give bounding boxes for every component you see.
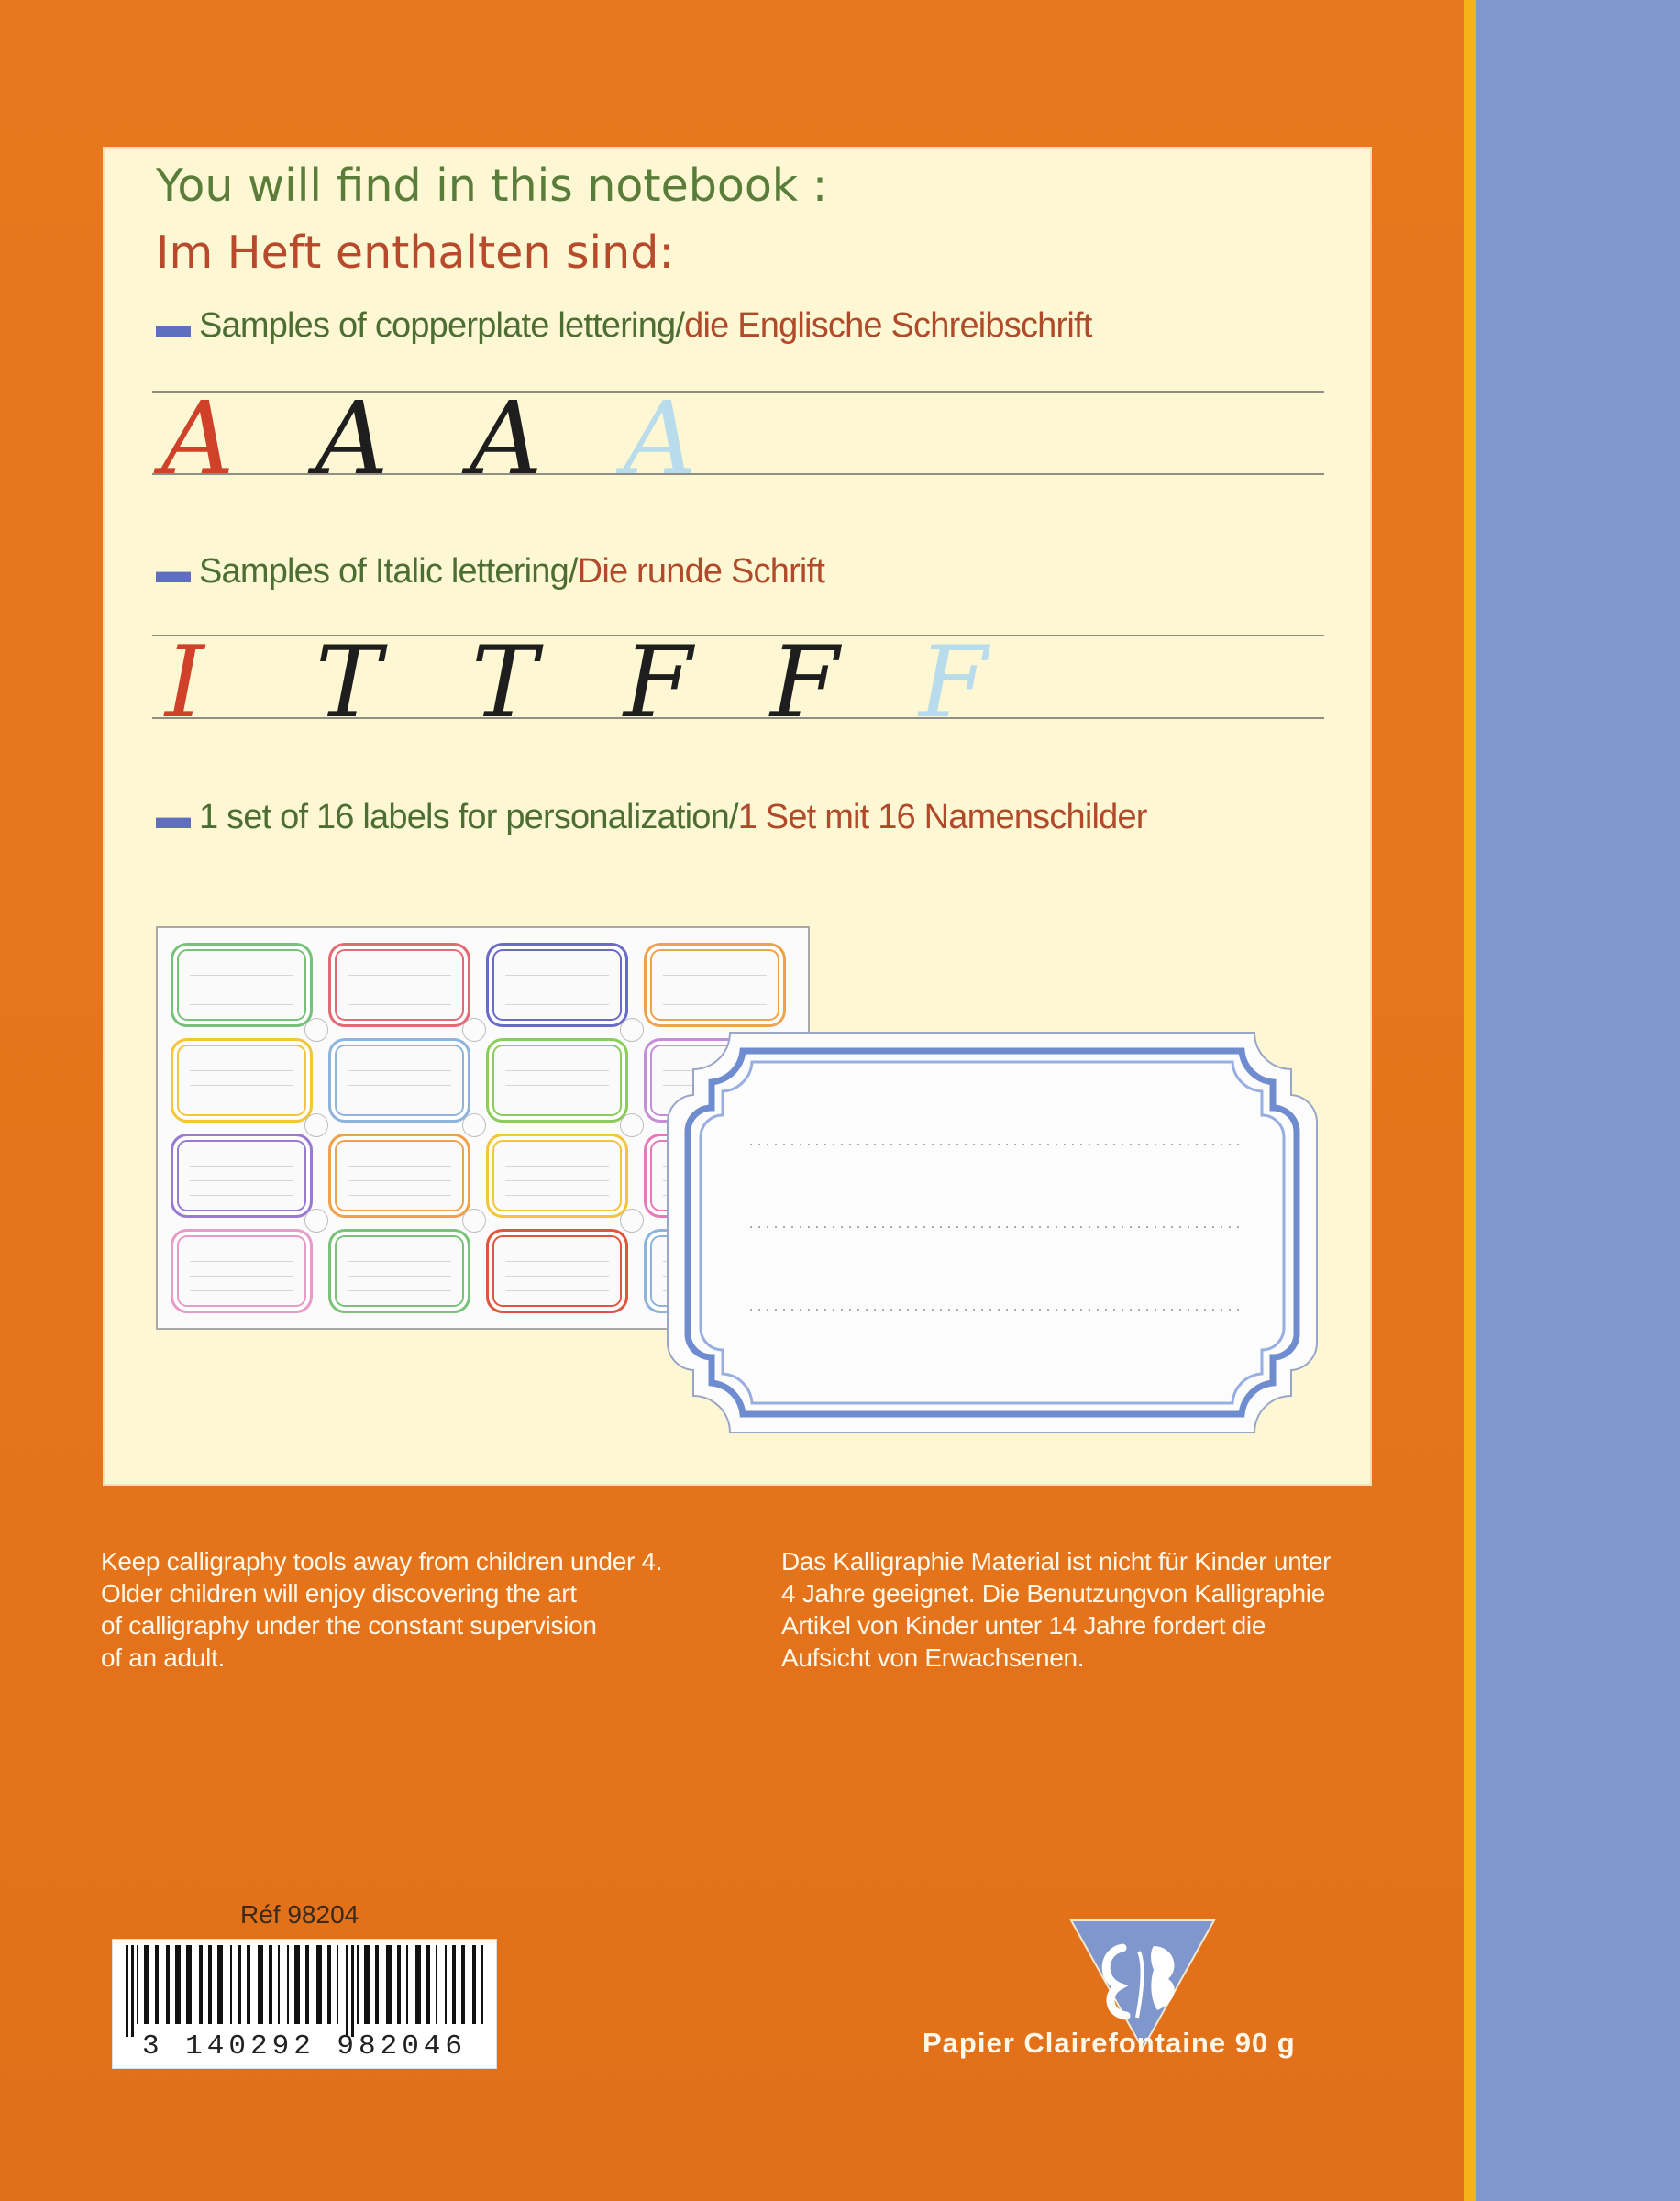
name-label — [328, 1038, 470, 1123]
barcode-number: 3 140292 982046 — [141, 2030, 468, 2063]
barcode-bar — [166, 1945, 170, 2024]
barcode-bar — [217, 1945, 223, 2024]
name-label — [171, 943, 313, 1027]
barcode-bar — [436, 1945, 437, 2024]
name-label — [328, 1134, 470, 1218]
feature-text-de: die Englische Schreibschrift — [684, 306, 1092, 345]
bullet-icon: ▬ — [156, 306, 191, 345]
barcode-bar — [131, 1945, 134, 2037]
feature-text-de: 1 Set mit 16 Namenschilder — [737, 798, 1147, 836]
barcode-bar — [375, 1945, 379, 2024]
barcode-bar — [364, 1945, 370, 2024]
heading-german: Im Heft enthalten sind: — [156, 227, 674, 279]
sheet-notch — [462, 1018, 486, 1042]
sheet-notch — [620, 1113, 644, 1137]
barcode-bar — [247, 1945, 250, 2024]
barcode-bar — [199, 1945, 203, 2024]
feature-text-en: Samples of copperplate lettering/ — [198, 306, 685, 345]
enlarged-name-label — [666, 1031, 1319, 1434]
sheet-notch — [304, 1113, 328, 1137]
barcode-bar — [238, 1945, 241, 2024]
barcode-bar — [294, 1945, 300, 2024]
spine-blue-band — [1476, 0, 1680, 2201]
italic-sample: I — [165, 625, 204, 740]
contents-panel — [103, 147, 1372, 1486]
name-label — [328, 1229, 470, 1313]
barcode-bar — [406, 1945, 408, 2024]
barcode-bar — [269, 1945, 272, 2024]
barcode-bar — [445, 1945, 447, 2024]
barcode-bar — [386, 1945, 392, 2024]
italic-sample: F — [624, 625, 692, 740]
sheet-notch — [620, 1209, 644, 1233]
feature-text-de: Die runde Schrift — [577, 552, 825, 591]
barcode-bar — [258, 1945, 263, 2024]
feature-text-en: Samples of Italic lettering/ — [198, 552, 578, 591]
warning-line: 4 Jahre geeignet. Die Benutzungvon Kalligraphie — [781, 1579, 1325, 1608]
sheet-notch — [304, 1018, 328, 1042]
safety-warning-de — [781, 1545, 1405, 1674]
name-label — [486, 943, 628, 1027]
copperplate-sample: A — [624, 380, 697, 497]
sheet-notch — [304, 1209, 328, 1233]
warning-line: of calligraphy under the constant supervision — [101, 1611, 597, 1640]
name-label — [486, 1134, 628, 1218]
name-label — [171, 1134, 313, 1218]
name-label — [171, 1038, 313, 1123]
feature-copperplate — [156, 306, 1092, 346]
sheet-notch — [620, 1018, 644, 1042]
feature-labels — [156, 798, 1147, 837]
barcode-bar — [137, 1945, 138, 2024]
copperplate-sample: A — [470, 380, 543, 497]
name-label — [486, 1038, 628, 1123]
barcode-bar — [426, 1945, 430, 2024]
copperplate-sample: A — [161, 380, 235, 497]
warning-line: Older children will enjoy discovering the art — [101, 1579, 577, 1608]
copperplate-sample: A — [315, 380, 389, 497]
barcode — [112, 1939, 497, 2069]
barcode-bar — [278, 1945, 280, 2024]
barcode-bar — [327, 1945, 331, 2024]
italic-sample: F — [919, 625, 988, 740]
reference-number: Réf 98204 — [240, 1900, 359, 1929]
bullet-icon: ▬ — [156, 798, 191, 836]
barcode-bar — [461, 1945, 465, 2024]
heading-english: You will find in this notebook : — [156, 160, 828, 212]
barcode-bar — [357, 1945, 359, 2024]
barcode-bar — [305, 1945, 309, 2024]
italic-sample: T — [315, 625, 382, 740]
italic-sample: F — [770, 625, 839, 740]
barcode-bar — [230, 1945, 232, 2024]
name-label — [171, 1229, 313, 1313]
barcode-bar — [337, 1945, 338, 2024]
barcode-bar — [186, 1945, 192, 2024]
italic-sample: T — [471, 625, 538, 740]
name-label — [644, 943, 786, 1027]
warning-line: Keep calligraphy tools away from children under 4. — [101, 1547, 663, 1576]
barcode-bar — [472, 1945, 476, 2024]
name-label — [328, 943, 470, 1027]
sheet-notch — [462, 1209, 486, 1233]
barcode-bar — [316, 1945, 322, 2024]
warning-line: Artikel von Kinder unter 14 Jahre fordert die — [781, 1611, 1266, 1640]
spine-yellow-stripe — [1464, 0, 1476, 2201]
feature-italic — [156, 552, 824, 592]
warning-line: of an adult. — [101, 1643, 225, 1672]
barcode-bar — [287, 1945, 289, 2024]
barcode-bar — [208, 1945, 212, 2024]
feature-text-en: 1 set of 16 labels for personalization/ — [198, 798, 738, 836]
barcode-bars — [113, 1945, 498, 2037]
barcode-bar — [481, 1945, 483, 2024]
barcode-bar — [126, 1945, 128, 2037]
safety-warning-en — [101, 1545, 743, 1674]
barcode-bar — [175, 1945, 181, 2024]
warning-line: Das Kalligraphie Material ist nicht für Kinder unter — [781, 1547, 1332, 1576]
brand-name: Papier Clairefontaine 90 g — [923, 2027, 1296, 2059]
name-label — [486, 1229, 628, 1313]
barcode-bar — [397, 1945, 401, 2024]
bullet-icon: ▬ — [156, 552, 191, 591]
barcode-bar — [155, 1945, 159, 2024]
barcode-bar — [346, 1945, 348, 2037]
warning-line: Aufsicht von Erwachsenen. — [781, 1643, 1085, 1672]
barcode-bar — [415, 1945, 421, 2024]
barcode-bar — [452, 1945, 456, 2024]
barcode-bar — [144, 1945, 149, 2024]
sheet-notch — [462, 1113, 486, 1137]
barcode-bar — [351, 1945, 354, 2037]
